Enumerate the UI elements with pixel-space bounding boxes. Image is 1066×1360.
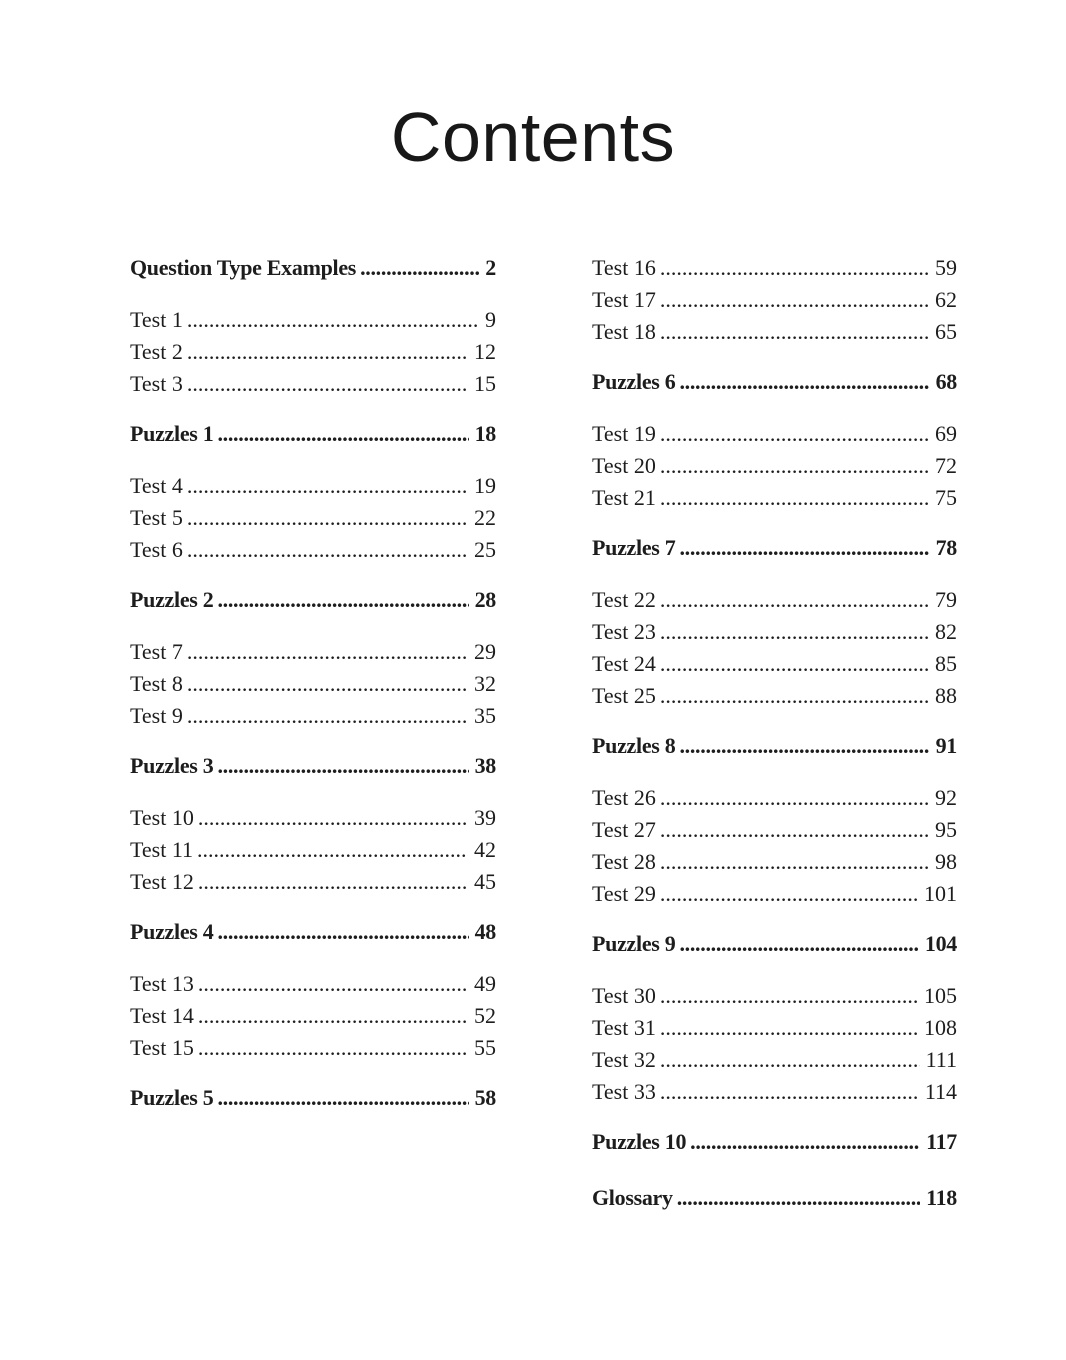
toc-entry (592, 882, 957, 905)
toc-entry (130, 372, 496, 395)
toc-entry-page: 48 (474, 919, 496, 944)
toc-entry-label: Test 10 (130, 805, 194, 830)
toc-entry-page: 72 (935, 453, 957, 478)
toc-entry (130, 640, 496, 663)
dot-leader (660, 882, 918, 905)
dot-leader (660, 422, 929, 445)
toc-entry (130, 538, 496, 561)
dot-leader (660, 454, 929, 477)
dot-leader (187, 340, 468, 363)
toc-entry (592, 620, 957, 643)
toc-entry-page: 22 (474, 505, 496, 530)
toc-entry-label: Test 21 (592, 485, 656, 510)
toc-section-entry (592, 536, 957, 559)
dot-leader (198, 1004, 468, 1027)
dot-leader (360, 256, 479, 279)
toc-entry-page: 45 (474, 869, 496, 894)
toc-entry-page: 88 (935, 683, 957, 708)
toc-entry-page: 118 (926, 1185, 957, 1210)
dot-leader (660, 256, 929, 279)
toc-entry-page: 111 (925, 1047, 957, 1072)
toc-entry-page: 95 (935, 817, 957, 842)
toc-entry-page: 18 (474, 421, 496, 446)
toc-entry (130, 672, 496, 695)
toc-entry-label: Puzzles 7 (592, 535, 676, 560)
toc-entry-label: Test 28 (592, 849, 656, 874)
toc-entry-page: 92 (935, 785, 957, 810)
toc-entry (130, 972, 496, 995)
toc-entry (592, 684, 957, 707)
toc-entry-label: Puzzles 10 (592, 1129, 687, 1154)
dot-leader (187, 640, 468, 663)
dot-leader (679, 932, 918, 955)
toc-entry-page: 28 (474, 587, 496, 612)
dot-leader (660, 1048, 920, 1071)
dot-leader (198, 870, 468, 893)
toc-entry-page: 19 (474, 473, 496, 498)
dot-leader (679, 536, 929, 559)
toc-entry-label: Puzzles 9 (592, 931, 676, 956)
dot-leader (217, 1086, 468, 1109)
toc-entry-label: Test 2 (130, 339, 183, 364)
toc-entry-label: Test 16 (592, 255, 656, 280)
dot-leader (660, 850, 929, 873)
toc-entry-label: Test 17 (592, 287, 656, 312)
toc-entry-label: Puzzles 2 (130, 587, 214, 612)
toc-entry-page: 104 (924, 931, 957, 956)
dot-leader (187, 704, 468, 727)
toc-entry-label: Test 9 (130, 703, 183, 728)
toc-entry-label: Test 15 (130, 1035, 194, 1060)
page-title: Contents (390, 98, 676, 176)
toc-entry (130, 506, 496, 529)
toc-entry-page: 65 (935, 319, 957, 344)
toc-entry-page: 105 (924, 983, 957, 1008)
toc-entry-label: Test 19 (592, 421, 656, 446)
toc-entry-label: Test 6 (130, 537, 183, 562)
dot-leader (660, 652, 929, 675)
toc-entry-page: 91 (935, 733, 957, 758)
dot-leader (660, 320, 929, 343)
toc-entry (592, 818, 957, 841)
toc-entry (592, 984, 957, 1007)
toc-entry-page: 101 (924, 881, 957, 906)
toc-entry-page: 85 (935, 651, 957, 676)
toc-entry (592, 256, 957, 279)
toc-entry-page: 59 (935, 255, 957, 280)
toc-section-entry (130, 588, 496, 611)
toc-entry-label: Test 8 (130, 671, 183, 696)
toc-section-entry (592, 370, 957, 393)
dot-leader (660, 1016, 918, 1039)
toc-entry (592, 786, 957, 809)
dot-leader (660, 1080, 919, 1103)
toc-entry-page: 68 (935, 369, 957, 394)
toc-entry-label: Test 12 (130, 869, 194, 894)
toc-entry-page: 25 (474, 537, 496, 562)
dot-leader (690, 1130, 920, 1153)
dot-leader (660, 288, 929, 311)
toc-entry (130, 704, 496, 727)
toc-entry-label: Test 26 (592, 785, 656, 810)
dot-leader (217, 920, 468, 943)
toc-entry (592, 652, 957, 675)
toc-entry (130, 308, 496, 331)
toc-entry-page: 117 (926, 1129, 957, 1154)
toc-entry (130, 806, 496, 829)
toc-entry (592, 320, 957, 343)
toc-entry (592, 288, 957, 311)
dot-leader (660, 486, 929, 509)
toc-entry-page: 75 (935, 485, 957, 510)
toc-entry (130, 1036, 496, 1059)
toc-entry (592, 454, 957, 477)
toc-entry-page: 42 (474, 837, 496, 862)
toc-entry-page: 58 (474, 1085, 496, 1110)
toc-entry-label: Test 5 (130, 505, 183, 530)
toc-entry-label: Test 27 (592, 817, 656, 842)
toc-entry-page: 55 (474, 1035, 496, 1060)
toc-section-entry (130, 1086, 496, 1109)
toc-entry-label: Puzzles 1 (130, 421, 214, 446)
toc-entry-page: 9 (485, 307, 496, 332)
toc-entry (592, 486, 957, 509)
toc-entry-label: Test 20 (592, 453, 656, 478)
dot-leader (198, 806, 468, 829)
toc-entry-page: 29 (474, 639, 496, 664)
toc-entry-label: Test 23 (592, 619, 656, 644)
toc-entry-page: 78 (935, 535, 957, 560)
toc-entry (592, 1048, 957, 1071)
toc-entry-label: Test 18 (592, 319, 656, 344)
toc-entry-label: Test 1 (130, 307, 183, 332)
toc-entry (592, 422, 957, 445)
toc-entry (592, 1080, 957, 1103)
toc-entry-label: Test 24 (592, 651, 656, 676)
dot-leader (217, 588, 468, 611)
toc-section-entry (130, 256, 496, 279)
toc-entry-label: Test 3 (130, 371, 183, 396)
toc-entry-page: 52 (474, 1003, 496, 1028)
dot-leader (217, 422, 468, 445)
toc-entry-label: Puzzles 6 (592, 369, 676, 394)
toc-entry-label: Question Type Examples (130, 255, 357, 280)
dot-leader (187, 538, 468, 561)
toc-entry-label: Puzzles 8 (592, 733, 676, 758)
toc-entry-label: Test 7 (130, 639, 183, 664)
toc-entry (592, 850, 957, 873)
toc-entry (130, 474, 496, 497)
toc-entry (130, 1004, 496, 1027)
toc-entry-label: Test 11 (130, 837, 194, 862)
toc-entry (592, 1016, 957, 1039)
toc-entry-label: Puzzles 3 (130, 753, 214, 778)
toc-entry (592, 588, 957, 611)
dot-leader (677, 1186, 920, 1209)
toc-section-entry (130, 754, 496, 777)
toc-entry-page: 39 (474, 805, 496, 830)
toc-entry-page: 2 (485, 255, 496, 280)
toc-entry-label: Test 4 (130, 473, 183, 498)
toc-entry-page: 35 (474, 703, 496, 728)
dot-leader (660, 984, 918, 1007)
toc-section-entry (130, 422, 496, 445)
toc-column-right (592, 256, 957, 1238)
toc-entry-page: 38 (474, 753, 496, 778)
toc-entry-label: Puzzles 5 (130, 1085, 214, 1110)
dot-leader (187, 474, 468, 497)
toc-entry-page: 82 (935, 619, 957, 644)
toc-entry-label: Test 29 (592, 881, 656, 906)
toc-entry (130, 340, 496, 363)
dot-leader (660, 818, 929, 841)
toc-entry-label: Puzzles 4 (130, 919, 214, 944)
toc-entry-label: Test 31 (592, 1015, 656, 1040)
toc-entry-page: 108 (924, 1015, 957, 1040)
toc-entry-label: Test 22 (592, 587, 656, 612)
toc-entry-label: Test 30 (592, 983, 656, 1008)
toc-column-left (130, 256, 496, 1138)
toc-section-entry (592, 1186, 957, 1209)
toc-entry-page: 98 (935, 849, 957, 874)
dot-leader (198, 972, 468, 995)
toc-entry-label: Test 33 (592, 1079, 656, 1104)
dot-leader (217, 754, 468, 777)
toc-entry-label: Test 14 (130, 1003, 194, 1028)
dot-leader (187, 506, 468, 529)
toc-entry (130, 870, 496, 893)
toc-entry-page: 69 (935, 421, 957, 446)
dot-leader (198, 1036, 468, 1059)
toc-section-entry (592, 734, 957, 757)
dot-leader (679, 370, 929, 393)
dot-leader (660, 786, 929, 809)
toc-entry-page: 62 (935, 287, 957, 312)
toc-section-entry (130, 920, 496, 943)
toc-entry-label: Test 32 (592, 1047, 656, 1072)
toc-entry (130, 838, 496, 861)
dot-leader (187, 308, 479, 331)
toc-entry-page: 32 (474, 671, 496, 696)
dot-leader (187, 672, 468, 695)
toc-entry-page: 79 (935, 587, 957, 612)
dot-leader (660, 684, 929, 707)
dot-leader (679, 734, 929, 757)
toc-entry-label: Glossary (592, 1185, 673, 1210)
toc-section-entry (592, 932, 957, 955)
dot-leader (660, 620, 929, 643)
dot-leader (197, 838, 468, 861)
toc-entry-page: 49 (474, 971, 496, 996)
dot-leader (660, 588, 929, 611)
toc-entry-label: Test 13 (130, 971, 194, 996)
dot-leader (187, 372, 468, 395)
toc-entry-page: 12 (474, 339, 496, 364)
toc-entry-page: 15 (474, 371, 496, 396)
toc-section-entry (592, 1130, 957, 1153)
toc-entry-page: 114 (924, 1079, 957, 1104)
toc-entry-label: Test 25 (592, 683, 656, 708)
